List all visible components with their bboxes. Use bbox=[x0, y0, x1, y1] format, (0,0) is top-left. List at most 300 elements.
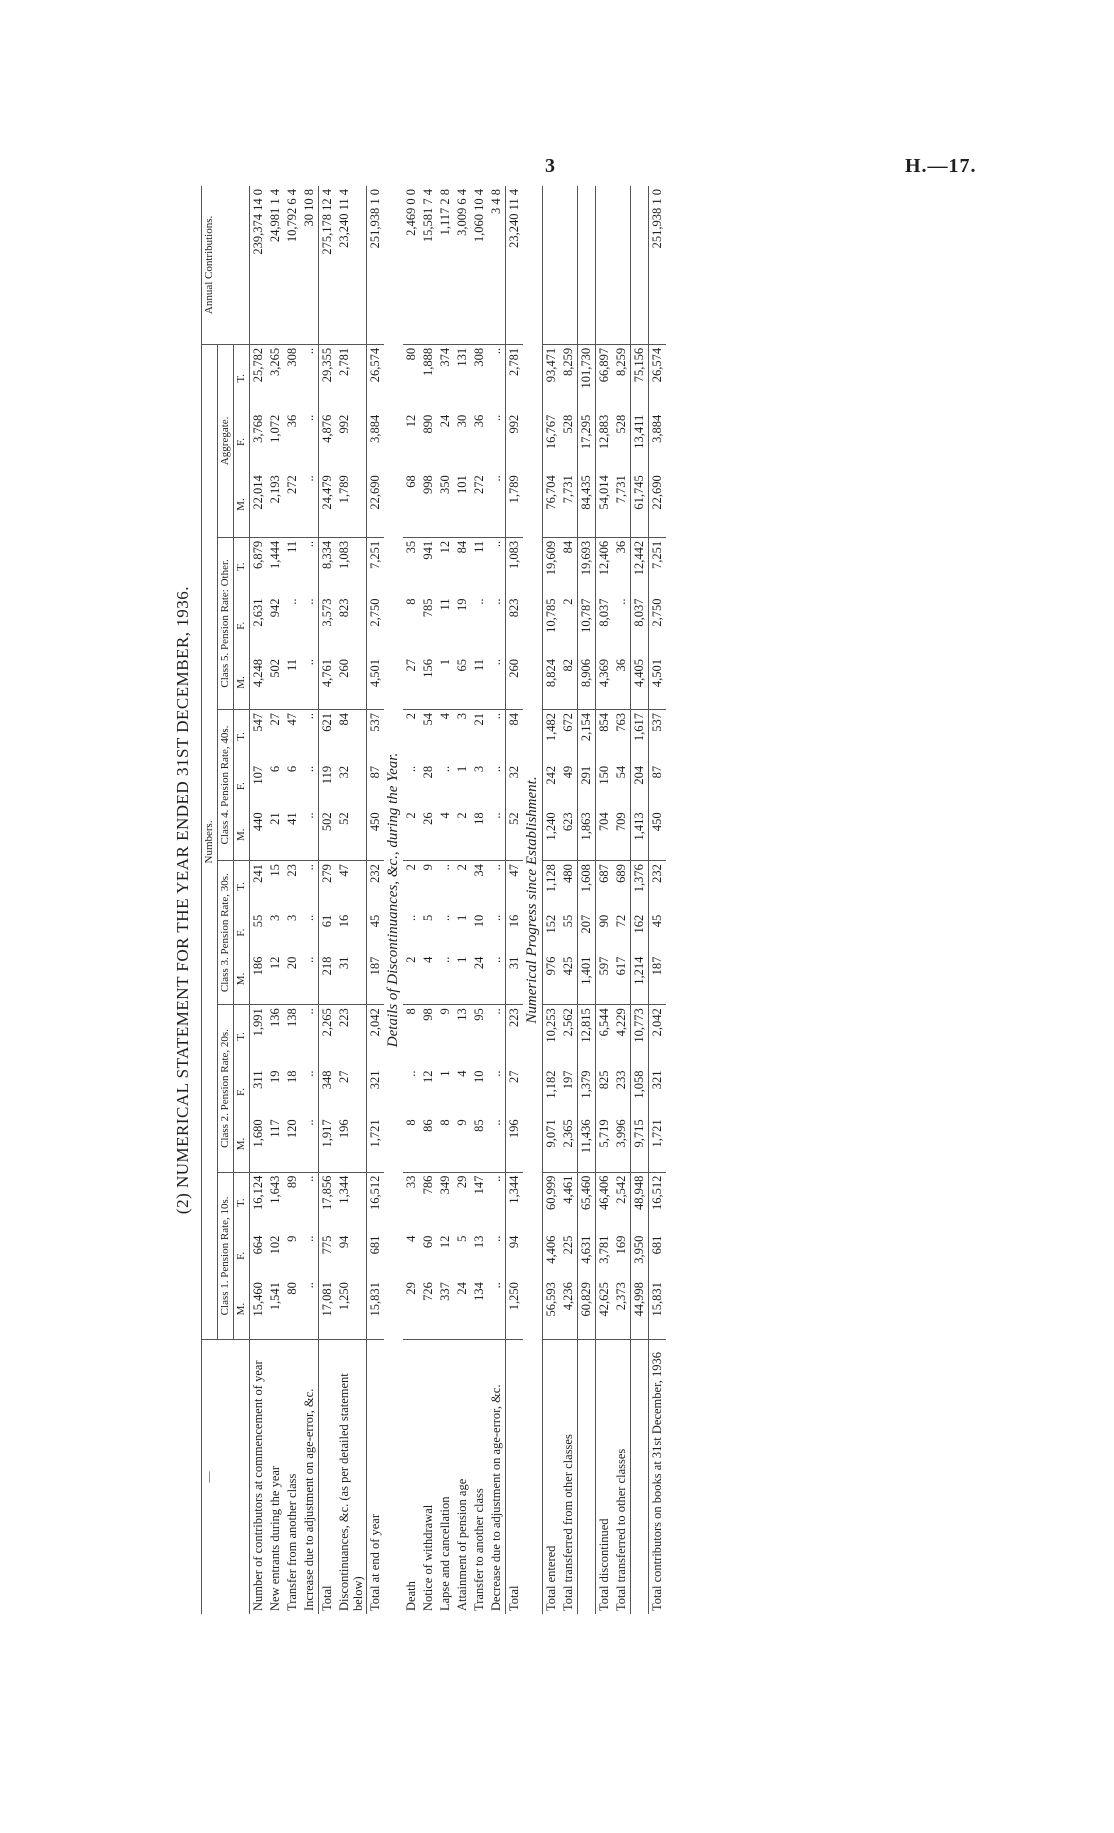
value-cell: 2,042 bbox=[650, 1008, 664, 1037]
value-cell: 207 bbox=[579, 914, 593, 934]
value-cell: 44,998 bbox=[631, 1279, 649, 1339]
value-cell: .. bbox=[489, 414, 503, 422]
value-cell: 4,461 bbox=[561, 1175, 575, 1204]
value-cell: 4,369 bbox=[596, 656, 614, 709]
value-cell: 3 bbox=[285, 914, 299, 921]
subheader-f: F. bbox=[235, 438, 247, 447]
value-cell: .. bbox=[488, 1279, 506, 1339]
section-heading-progress: Numerical Progress since Establishment. bbox=[524, 776, 540, 1024]
subheader-t: T. bbox=[235, 562, 247, 572]
value-cell: 5 bbox=[421, 914, 435, 921]
value-cell: 2,781 bbox=[507, 347, 521, 376]
value-cell: 4,229 bbox=[614, 1008, 628, 1037]
value-cell: 8,259 bbox=[614, 347, 628, 376]
subheader-f: F. bbox=[235, 1087, 247, 1096]
annual-contributions-header: Annual Contributions. bbox=[202, 186, 250, 344]
value-cell: 20 bbox=[284, 954, 301, 1005]
section-heading-discontinuances: Details of Discontinuances, &c., during the Year. bbox=[385, 752, 401, 1048]
value-cell: 17,081 bbox=[319, 1279, 337, 1339]
value-cell: 11 bbox=[471, 656, 488, 709]
value-cell: 537 bbox=[650, 712, 664, 732]
value-cell: 321 bbox=[368, 1070, 382, 1090]
value-cell: 46,406 bbox=[597, 1175, 611, 1211]
value-cell: 1,789 bbox=[506, 472, 524, 537]
value-cell: 15,831 bbox=[367, 1279, 385, 1339]
value-cell: 22,014 bbox=[250, 472, 268, 537]
value-cell: 704 bbox=[596, 809, 614, 860]
class5-header: Class 5. Pension Rate: Other. bbox=[218, 537, 234, 709]
value-cell: .. bbox=[302, 1070, 316, 1077]
value-cell: 1,680 bbox=[250, 1116, 268, 1172]
value-cell: 621 bbox=[320, 712, 334, 732]
value-cell: 84 bbox=[337, 712, 351, 726]
value-cell: 16 bbox=[337, 914, 351, 928]
value-cell: 689 bbox=[614, 864, 628, 883]
value-cell: 11 bbox=[472, 540, 486, 553]
annual-contribution-cell bbox=[596, 186, 614, 344]
value-cell: 4,501 bbox=[649, 656, 667, 709]
value-cell: 60 bbox=[421, 1235, 435, 1249]
value-cell: 1,379 bbox=[579, 1070, 593, 1099]
subheader-t: T. bbox=[235, 1198, 247, 1207]
value-cell: 90 bbox=[597, 914, 611, 928]
subheader-m: M. bbox=[234, 656, 250, 709]
value-cell: 61,745 bbox=[631, 472, 649, 537]
value-cell: 1,344 bbox=[507, 1175, 521, 1204]
value-cell: 785 bbox=[421, 598, 435, 618]
value-cell: .. bbox=[489, 765, 503, 773]
value-cell: 8,037 bbox=[632, 598, 646, 627]
annual-contribution-cell: 251,938 1 0 bbox=[367, 186, 385, 344]
value-cell: 681 bbox=[650, 1235, 664, 1255]
value-cell: .. bbox=[404, 1070, 418, 1077]
value-cell: 1 bbox=[455, 765, 469, 773]
value-cell: 337 bbox=[437, 1279, 454, 1339]
value-cell: 68 bbox=[403, 472, 420, 537]
value-cell: 528 bbox=[561, 414, 575, 434]
value-cell: 85 bbox=[471, 1116, 488, 1172]
value-cell: 60,999 bbox=[544, 1175, 558, 1211]
annual-contribution-cell: 251,938 1 0 bbox=[649, 186, 667, 344]
value-cell: 4,406 bbox=[544, 1235, 558, 1264]
row-label bbox=[578, 1340, 596, 1614]
value-cell: 21 bbox=[472, 712, 486, 726]
value-cell: 31 bbox=[506, 954, 524, 1005]
value-cell: 1,413 bbox=[631, 809, 649, 860]
rotated-table-area bbox=[165, 180, 1020, 1620]
value-cell: 28 bbox=[421, 765, 435, 779]
value-cell: 480 bbox=[561, 864, 575, 883]
value-cell: 941 bbox=[421, 540, 435, 560]
value-cell: 16,512 bbox=[650, 1175, 664, 1211]
value-cell: 3,573 bbox=[320, 598, 334, 627]
value-cell: 9,715 bbox=[631, 1116, 649, 1172]
value-cell: .. bbox=[301, 472, 319, 537]
value-cell: 32 bbox=[507, 765, 521, 779]
value-cell: 763 bbox=[614, 712, 628, 732]
value-cell: 350 bbox=[437, 472, 454, 537]
value-cell: 94 bbox=[507, 1235, 521, 1249]
subheader-m: M. bbox=[234, 1279, 250, 1339]
subheader-f: F. bbox=[235, 1251, 247, 1260]
value-cell: 225 bbox=[561, 1235, 575, 1255]
annual-contribution-cell: 1,060 10 4 bbox=[471, 186, 488, 344]
value-cell: .. bbox=[488, 472, 506, 537]
table-row bbox=[454, 186, 471, 1614]
value-cell: 279 bbox=[320, 864, 334, 883]
table-row bbox=[631, 186, 649, 1614]
value-cell: 102 bbox=[268, 1235, 282, 1255]
value-cell: 450 bbox=[367, 809, 385, 860]
row-label: Lapse and cancellation bbox=[438, 1496, 452, 1611]
value-cell: 786 bbox=[421, 1175, 435, 1195]
value-cell: 976 bbox=[543, 954, 561, 1005]
value-cell: .. bbox=[404, 914, 418, 921]
value-cell: 82 bbox=[560, 656, 578, 709]
value-cell: 3,996 bbox=[613, 1116, 631, 1172]
value-cell: 8,037 bbox=[597, 598, 611, 627]
table-row bbox=[543, 186, 561, 1614]
value-cell: 1,991 bbox=[251, 1008, 265, 1037]
value-cell: 117 bbox=[267, 1116, 284, 1172]
value-cell: 8 bbox=[437, 1116, 454, 1172]
value-cell: 223 bbox=[337, 1008, 351, 1027]
value-cell: 30 bbox=[455, 414, 469, 428]
value-cell: 34 bbox=[472, 864, 486, 877]
value-cell: 27 bbox=[403, 656, 420, 709]
value-cell: 4 bbox=[438, 712, 452, 720]
value-cell: 8,334 bbox=[320, 540, 334, 569]
value-cell: 1,072 bbox=[268, 414, 282, 443]
value-cell: 617 bbox=[613, 954, 631, 1005]
value-cell: 6,879 bbox=[251, 540, 265, 569]
row-label: Total contributors on books at 31st December, 1936 bbox=[650, 1352, 664, 1611]
value-cell: 2,365 bbox=[560, 1116, 578, 1172]
value-cell: 187 bbox=[367, 954, 385, 1005]
value-cell: 10,785 bbox=[544, 598, 558, 633]
value-cell: 76,704 bbox=[543, 472, 561, 537]
value-cell: 2,373 bbox=[613, 1279, 631, 1339]
value-cell: 21 bbox=[267, 809, 284, 860]
value-cell: 942 bbox=[268, 598, 282, 618]
value-cell: 120 bbox=[284, 1116, 301, 1172]
value-cell: 19 bbox=[268, 1070, 282, 1084]
class3-header: Class 3. Pension Rate, 30s. bbox=[218, 861, 234, 1005]
value-cell: 6 bbox=[285, 765, 299, 773]
value-cell: 12 bbox=[267, 954, 284, 1005]
value-cell: 49 bbox=[561, 765, 575, 779]
value-cell: .. bbox=[489, 1008, 503, 1015]
value-cell: 11 bbox=[285, 540, 299, 553]
value-cell: 152 bbox=[544, 914, 558, 934]
value-cell: 12 bbox=[438, 540, 452, 554]
annual-contribution-cell: 275,178 12 4 bbox=[319, 186, 337, 344]
value-cell: 1 bbox=[455, 914, 469, 921]
value-cell: 1,541 bbox=[267, 1279, 284, 1339]
annual-contribution-cell: 3 4 8 bbox=[488, 186, 506, 344]
class4-header: Class 4. Pension Rate, 40s. bbox=[218, 709, 234, 860]
table-row bbox=[596, 186, 614, 1614]
value-cell: .. bbox=[488, 954, 506, 1005]
value-cell: 2 bbox=[455, 864, 469, 871]
value-cell: 55 bbox=[561, 914, 575, 928]
value-cell: 2,631 bbox=[251, 598, 265, 627]
value-cell: 2,042 bbox=[368, 1008, 382, 1037]
value-cell: 9 bbox=[421, 864, 435, 871]
value-cell: 890 bbox=[421, 414, 435, 434]
value-cell: 22,690 bbox=[367, 472, 385, 537]
value-cell: 150 bbox=[597, 765, 611, 785]
value-cell: 2,193 bbox=[267, 472, 284, 537]
value-cell: 93,471 bbox=[544, 347, 558, 383]
value-cell: 16,767 bbox=[544, 414, 558, 450]
value-cell: 992 bbox=[507, 414, 521, 434]
value-cell: 311 bbox=[251, 1070, 265, 1089]
value-cell: 89 bbox=[285, 1175, 299, 1189]
value-cell: 66,897 bbox=[597, 347, 611, 383]
numerical-statement-table bbox=[201, 186, 666, 1614]
value-cell: 52 bbox=[506, 809, 524, 860]
value-cell: .. bbox=[302, 914, 316, 921]
value-cell: 2 bbox=[454, 809, 471, 860]
value-cell: .. bbox=[488, 656, 506, 709]
annual-contribution-cell bbox=[631, 186, 649, 344]
value-cell: 223 bbox=[507, 1008, 521, 1027]
value-cell: 65,460 bbox=[579, 1175, 593, 1211]
value-cell: 35 bbox=[404, 540, 418, 554]
value-cell: 101,730 bbox=[579, 347, 593, 389]
table-row bbox=[319, 186, 337, 1614]
value-cell: 27 bbox=[268, 712, 282, 726]
value-cell: 156 bbox=[420, 656, 437, 709]
value-cell: .. bbox=[438, 864, 452, 871]
value-cell: 823 bbox=[337, 598, 351, 618]
value-cell: 27 bbox=[507, 1070, 521, 1084]
value-cell: 10 bbox=[472, 914, 486, 928]
value-cell: 131 bbox=[455, 347, 469, 367]
value-cell: 3,950 bbox=[632, 1235, 646, 1264]
value-cell: 823 bbox=[507, 598, 521, 618]
annual-contribution-cell bbox=[543, 186, 561, 344]
table-row bbox=[578, 186, 596, 1614]
value-cell: 8,259 bbox=[561, 347, 575, 376]
table-row bbox=[506, 186, 524, 1614]
value-cell: 1,721 bbox=[367, 1116, 385, 1172]
value-cell: .. bbox=[489, 347, 503, 355]
value-cell: 26 bbox=[420, 809, 437, 860]
row-label: Total transferred to other classes bbox=[614, 1448, 628, 1611]
value-cell: 6,544 bbox=[597, 1008, 611, 1037]
value-cell: 9 bbox=[454, 1116, 471, 1172]
value-cell: 7,731 bbox=[560, 472, 578, 537]
value-cell: .. bbox=[301, 1116, 319, 1172]
annual-contribution-cell: 23,240 11 4 bbox=[506, 186, 524, 344]
table-row bbox=[284, 186, 301, 1614]
row-label: Transfer from another class bbox=[285, 1473, 299, 1611]
row-label: New entrants during the year bbox=[268, 1465, 282, 1611]
value-cell: 3,265 bbox=[268, 347, 282, 376]
annual-contribution-cell: 2,469 0 0 bbox=[403, 186, 420, 344]
value-cell: .. bbox=[285, 598, 299, 605]
value-cell: 26,574 bbox=[650, 347, 664, 383]
value-cell: 56,593 bbox=[543, 1279, 561, 1339]
value-cell: 162 bbox=[632, 914, 646, 934]
value-cell: 1 bbox=[454, 954, 471, 1005]
value-cell: .. bbox=[488, 809, 506, 860]
value-cell: 87 bbox=[650, 765, 664, 779]
value-cell: 18 bbox=[285, 1070, 299, 1084]
aggregate-header: Aggregate. bbox=[218, 344, 234, 537]
value-cell: 425 bbox=[560, 954, 578, 1005]
row-label: Total at end of year bbox=[368, 1514, 382, 1611]
value-cell: 1,240 bbox=[543, 809, 561, 860]
value-cell: 48,948 bbox=[632, 1175, 646, 1211]
value-cell: 308 bbox=[472, 347, 486, 367]
value-cell: 36 bbox=[613, 656, 631, 709]
value-cell: 87 bbox=[368, 765, 382, 779]
value-cell: 13 bbox=[472, 1235, 486, 1249]
subheader-f: F. bbox=[235, 621, 247, 630]
value-cell: .. bbox=[489, 712, 503, 720]
value-cell: 19,693 bbox=[579, 540, 593, 576]
annual-contribution-cell bbox=[578, 186, 596, 344]
numbers-header: Numbers. bbox=[202, 344, 218, 1339]
value-cell: 291 bbox=[579, 765, 593, 785]
value-cell: 260 bbox=[336, 656, 367, 709]
value-cell: 233 bbox=[614, 1070, 628, 1090]
annual-contribution-cell: 23,240 11 4 bbox=[336, 186, 367, 344]
table-row bbox=[367, 186, 385, 1614]
value-cell: 664 bbox=[251, 1235, 265, 1255]
value-cell: .. bbox=[438, 914, 452, 921]
value-cell: 5 bbox=[455, 1235, 469, 1242]
subheader-m: M. bbox=[234, 1116, 250, 1172]
value-cell: 4,631 bbox=[579, 1235, 593, 1264]
value-cell: 10,253 bbox=[544, 1008, 558, 1043]
value-cell: 4 bbox=[420, 954, 437, 1005]
value-cell: .. bbox=[301, 1279, 319, 1339]
value-cell: .. bbox=[302, 540, 316, 548]
value-cell: .. bbox=[302, 598, 316, 605]
value-cell: 23 bbox=[285, 864, 299, 877]
value-cell: 348 bbox=[320, 1070, 334, 1090]
value-cell: 13,411 bbox=[632, 414, 646, 449]
table-row bbox=[560, 186, 578, 1614]
value-cell: 54 bbox=[421, 712, 435, 726]
value-cell: 54,014 bbox=[596, 472, 614, 537]
value-cell: 3,781 bbox=[597, 1235, 611, 1264]
value-cell: 1,128 bbox=[544, 864, 558, 893]
value-cell: 134 bbox=[471, 1279, 488, 1339]
value-cell: 4,248 bbox=[250, 656, 268, 709]
value-cell: 84 bbox=[561, 540, 575, 554]
value-cell: 54 bbox=[614, 765, 628, 779]
value-cell: 36 bbox=[472, 414, 486, 428]
value-cell: 1,182 bbox=[544, 1070, 558, 1099]
table-row bbox=[336, 186, 367, 1614]
table-row bbox=[403, 186, 420, 1614]
value-cell: 186 bbox=[250, 954, 268, 1005]
value-cell: 232 bbox=[368, 864, 382, 883]
value-cell: 450 bbox=[649, 809, 667, 860]
value-cell: 98 bbox=[421, 1008, 435, 1021]
value-cell: 11 bbox=[284, 656, 301, 709]
value-cell: 8 bbox=[403, 1116, 420, 1172]
table-row bbox=[649, 186, 667, 1614]
value-cell: 1,888 bbox=[421, 347, 435, 376]
value-cell: 12 bbox=[421, 1070, 435, 1084]
value-cell: 72 bbox=[614, 914, 628, 928]
value-cell: 10,773 bbox=[632, 1008, 646, 1043]
value-cell: .. bbox=[302, 765, 316, 773]
value-cell: 1,863 bbox=[578, 809, 596, 860]
value-cell: 17,295 bbox=[579, 414, 593, 450]
value-cell: 672 bbox=[561, 712, 575, 732]
value-cell: 775 bbox=[320, 1235, 334, 1255]
value-cell: .. bbox=[301, 954, 319, 1005]
value-cell: 94 bbox=[337, 1235, 351, 1249]
value-cell: 242 bbox=[544, 765, 558, 785]
value-cell: 2 bbox=[403, 809, 420, 860]
value-cell: 18 bbox=[471, 809, 488, 860]
value-cell: 47 bbox=[507, 864, 521, 877]
value-cell: 147 bbox=[472, 1175, 486, 1195]
value-cell: .. bbox=[488, 1116, 506, 1172]
value-cell: 47 bbox=[337, 864, 351, 877]
value-cell: 13 bbox=[455, 1008, 469, 1021]
subheader-t: T. bbox=[235, 732, 247, 741]
value-cell: 8 bbox=[404, 1008, 418, 1015]
value-cell: 1,344 bbox=[337, 1175, 351, 1204]
value-cell: 260 bbox=[506, 656, 524, 709]
annual-contribution-cell: 30 10 8 bbox=[301, 186, 319, 344]
value-cell: 1,401 bbox=[578, 954, 596, 1005]
row-label: Transfer to another class bbox=[472, 1488, 486, 1611]
annual-contribution-cell: 10,792 6 4 bbox=[284, 186, 301, 344]
value-cell: 187 bbox=[649, 954, 667, 1005]
value-cell: 27 bbox=[337, 1070, 351, 1084]
value-cell: 1,721 bbox=[649, 1116, 667, 1172]
value-cell: 597 bbox=[596, 954, 614, 1005]
value-cell: 1,250 bbox=[506, 1279, 524, 1339]
value-cell: 25,782 bbox=[251, 347, 265, 383]
value-cell: 19,609 bbox=[544, 540, 558, 576]
value-cell: 272 bbox=[471, 472, 488, 537]
value-cell: .. bbox=[302, 1235, 316, 1242]
value-cell: 1,617 bbox=[632, 712, 646, 742]
value-cell: .. bbox=[489, 914, 503, 921]
value-cell: 86 bbox=[420, 1116, 437, 1172]
value-cell: 26,574 bbox=[368, 347, 382, 383]
value-cell: 119 bbox=[320, 765, 334, 785]
value-cell: 10,787 bbox=[579, 598, 593, 633]
value-cell: 1,789 bbox=[336, 472, 367, 537]
subheader-f: F. bbox=[235, 928, 247, 937]
value-cell: 60,829 bbox=[578, 1279, 596, 1339]
value-cell: 1 bbox=[438, 1070, 452, 1077]
value-cell: 272 bbox=[284, 472, 301, 537]
value-cell: 2,750 bbox=[650, 598, 664, 627]
value-cell: 4,876 bbox=[320, 414, 334, 443]
value-cell: 1,083 bbox=[507, 540, 521, 569]
value-cell: 321 bbox=[650, 1070, 664, 1090]
value-cell: 4,405 bbox=[631, 656, 649, 709]
row-label: Total discontinued bbox=[597, 1518, 611, 1611]
value-cell: 29,355 bbox=[320, 347, 334, 383]
value-cell: 196 bbox=[336, 1116, 367, 1172]
value-cell: 4,501 bbox=[367, 656, 385, 709]
value-cell: 61 bbox=[320, 914, 334, 928]
